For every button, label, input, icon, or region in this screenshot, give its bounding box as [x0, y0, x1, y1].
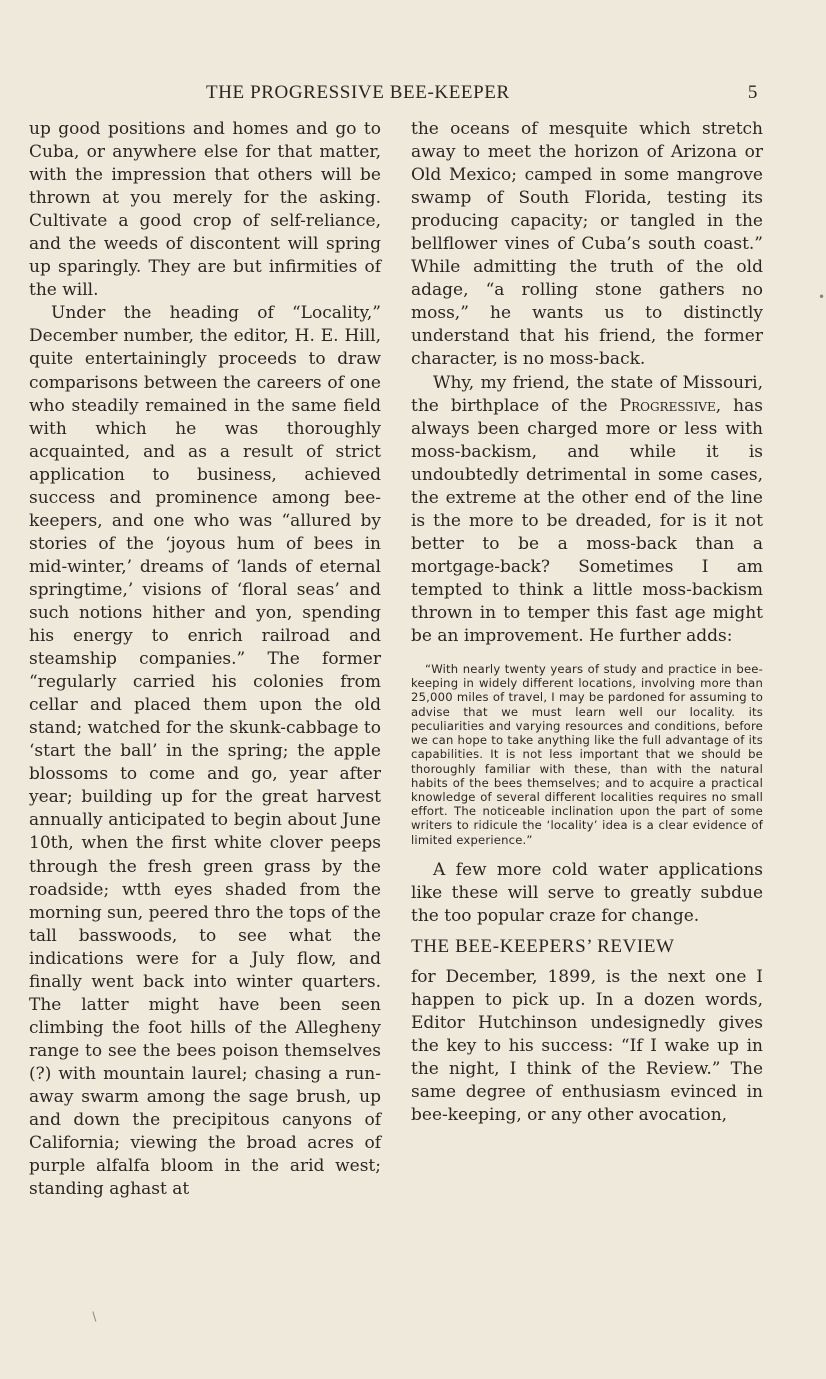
- progressive-smallcaps: Progressive: [619, 395, 716, 416]
- page-header: [28, 82, 758, 106]
- left-paragraph-1: up good positions and homes and go to Cuba, or anywhere else for that matter, with the impression that others will be thrown at you merely for the asking. Cultivate a good crop of self-reliance, and the weeds of discontent will spring up sparingly. They are but infirmities of the will.: [29, 119, 381, 301]
- right-paragraph-1: the oceans of mesquite which stretch away to meet the horizon of Arizona or Old Mexico; camped in some mangrove swamp of South Florida, testing its producing capacity; or tangled in the bellflower vines of Cuba’s south coast.” While admitting the truth of the old adage, “a rolling stone gathers no moss,” he wants us to distinctly understand that his friend, the former character, is no moss-back.: [411, 119, 763, 370]
- section-heading-review: THE BEE-KEEPERS’ REVIEW: [411, 935, 675, 957]
- right-paragraph-2-text-a: Why, my friend, the state of Missouri, the birthplace of the: [411, 372, 763, 416]
- right-column: [411, 118, 763, 1127]
- left-column: [29, 118, 381, 1201]
- page-number: 5: [747, 82, 758, 103]
- running-title: THE PROGRESSIVE BEE-KEEPER: [206, 82, 510, 103]
- bottom-mark: ∖: [90, 1310, 98, 1324]
- left-paragraph-2: Under the heading of “Locality,” December number, the editor, H. E. Hill, quite entertainingly proceeds to draw comparisons between the careers of one who steadily remained in the same field with which he was thoroughly acquainted, and as a result of strict application to business, achieved success and prominence among bee-keepers, and one who was “allured by stories of the ‘joyous hum of bees in mid-winter,’ dreams of ‘lands of eternal springtime,’ visions of ‘floral seas’ and such notions hither and yon, spending his energy to enrich railroad and steamship companies.” The former “regularly carried his colonies from cellar and placed them upon the old stand; watched for the skunk-cabbage to ‘start the ball’ in the spring; the apple blossoms to come and go, year after year; building up for the great harvest annually anticipated to begin about June 10th, when the first white clover peeps through the fresh green grass by the roadside; wtth eyes shaded from the morning sun, peered thro the tops of the tall basswoods, to see what the indications were for a July flow, and finally went back into winter quarters. The latter might have been seen climbing the foot hills of the Allegheny range to see the bees poison themselves (?) with mountain laurel; chasing a run-away swarm among the sage brush, up and down the precipitous canyons of California; viewing the broad acres of purple alfalfa bloom in the arid west; standing aghast at: [29, 303, 381, 1200]
- block-quote: “With nearly twenty years of study and practice in bee-keeping in widely different locations, involving more than 25,000 miles of travel, I may be pardoned for assuming to advise that we must learn well our locality. its peculiarities and varying resources and conditions, before we can hope to take anything like the full advantage of its capabilities. It is not less important that we should be thoroughly familiar with these, than with the natural habits of the bees themselves; and to acquire a practical knowledge of several different localities requires no small effort. The noticeable inclination upon the part of some writers to ridicule the ‘locality’ idea is a clear evidence of limited experience.”: [411, 662, 763, 847]
- right-paragraph-2: [411, 372, 763, 649]
- right-paragraph-2-text-b: , has always been charged more or less with moss-backism, and while it is undoubtedly detrimental in some cases, the extreme at the other end of the line is the more to be dreaded, for is it not better to be a moss-back than a mortgage-back? Sometimes I am tempted to think a little moss-backism thrown in to temper this fast age might be an improvement. He further adds:: [411, 395, 763, 647]
- margin-mark: •: [818, 290, 826, 304]
- right-paragraph-3: A few more cold water applications like these will serve to greatly subdue the too popular craze for change.: [411, 859, 763, 926]
- right-paragraph-4: for December, 1899, is the next one I happen to pick up. In a dozen words, Editor Hutchinson undesignedly gives the key to his success: “If I wake up in the night, I think of the Review.” The same degree of enthusiasm evinced in bee-keeping, or any other avocation,: [411, 966, 763, 1126]
